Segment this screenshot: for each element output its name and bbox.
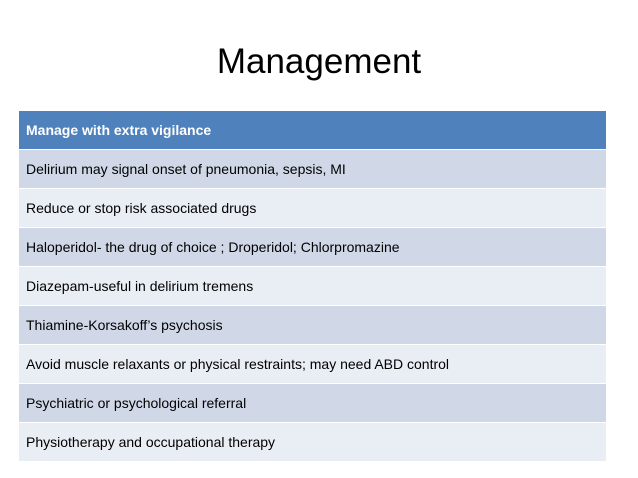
table-row: Delirium may signal onset of pneumonia, sepsis, MI — [19, 150, 606, 189]
table-row: Psychiatric or psychological referral — [19, 384, 606, 423]
table-row: Diazepam-useful in delirium tremens — [19, 267, 606, 306]
table-row: Reduce or stop risk associated drugs — [19, 189, 606, 228]
table-row: Physiotherapy and occupational therapy — [19, 423, 606, 462]
slide-title: Management — [216, 42, 422, 81]
table-row: Thiamine-Korsakoff’s psychosis — [19, 306, 606, 345]
table-row: Avoid muscle relaxants or physical restraints; may need ABD control — [19, 345, 606, 384]
table-row: Haloperidol- the drug of choice ; Droperidol; Chlorpromazine — [19, 228, 606, 267]
table-header: Manage with extra vigilance — [19, 111, 606, 150]
management-table — [19, 111, 606, 462]
